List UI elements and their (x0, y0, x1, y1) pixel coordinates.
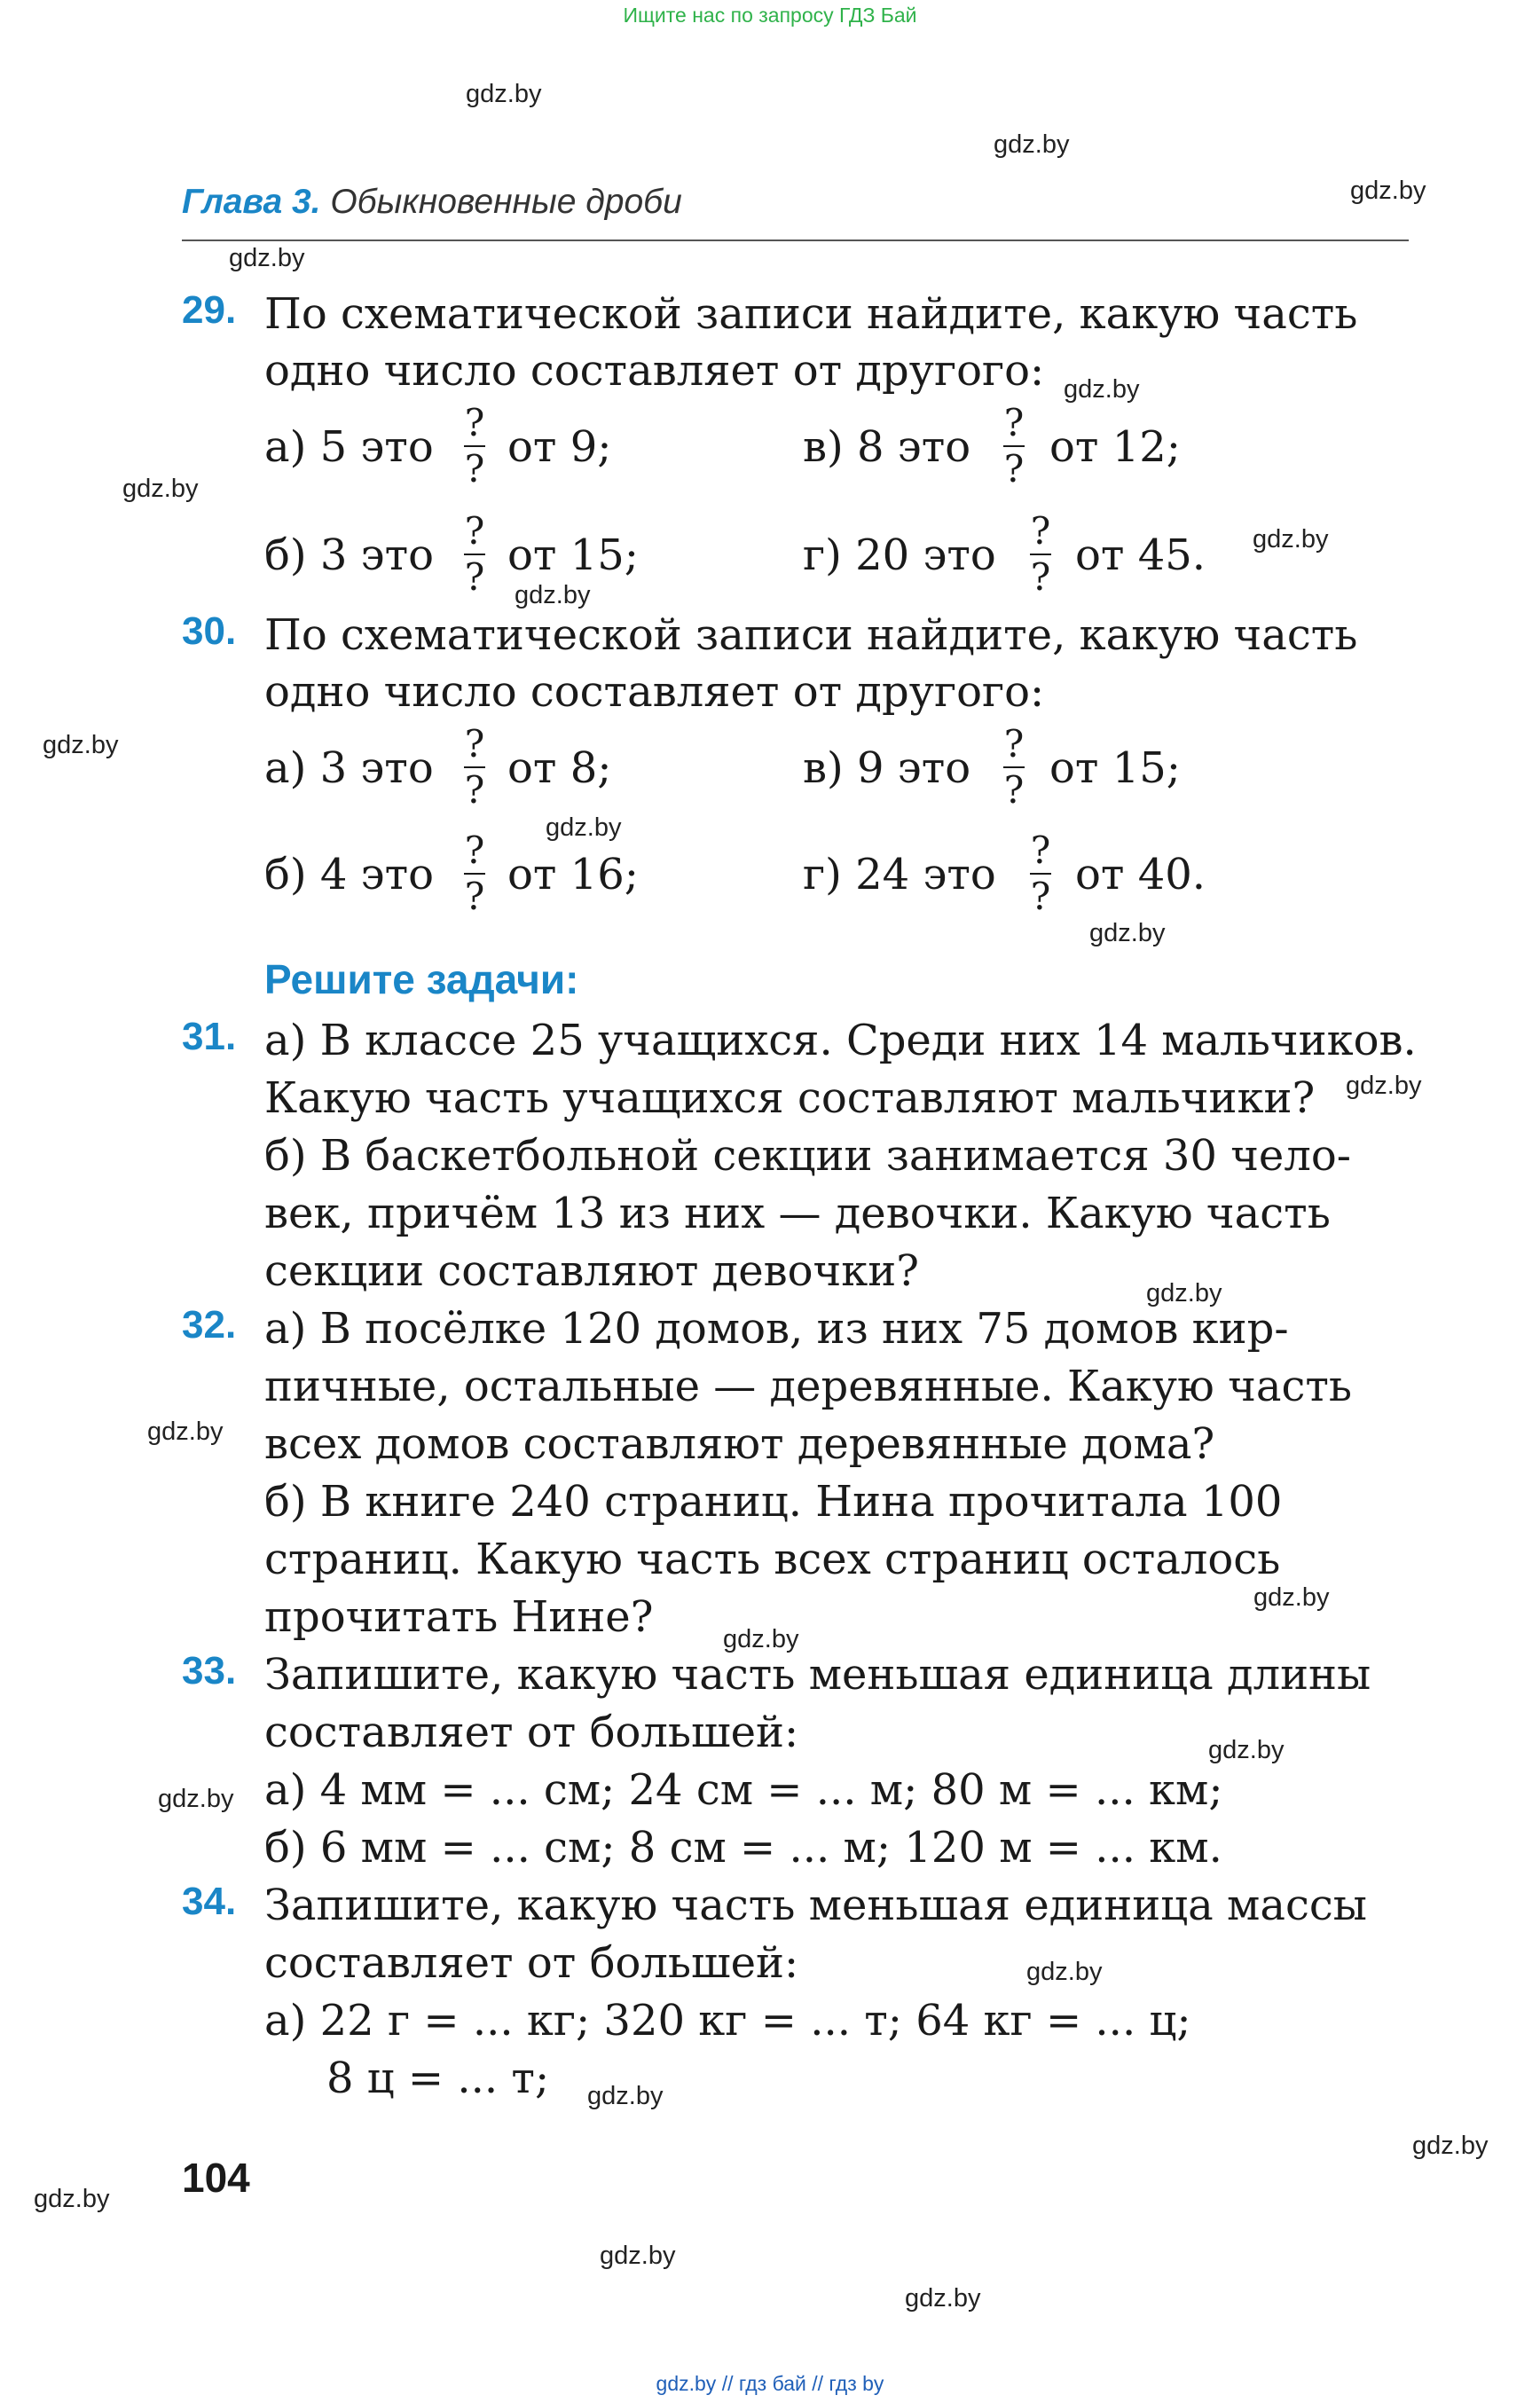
fraction-numerator: ? (1030, 509, 1051, 553)
fraction-numerator: ? (1030, 828, 1051, 872)
task-30-number: 30. (182, 609, 237, 653)
task-29-g-suffix: от 45. (1075, 530, 1206, 580)
task-30-v-suffix: от 15; (1049, 743, 1181, 793)
task-32-line-1: а) В посёлке 120 домов, из них 75 домов кир- (264, 1304, 1289, 1354)
task-29-b-prefix: б) 3 это (264, 530, 435, 580)
watermark[interactable]: gdz.by (1208, 1736, 1285, 1764)
task-31-number: 31. (182, 1015, 237, 1058)
task-29-a-fraction (461, 401, 488, 491)
task-30-g-fraction (1027, 828, 1054, 919)
task-29-a-suffix: от 9; (507, 422, 612, 472)
fraction-denominator: ? (1030, 555, 1051, 599)
fraction-denominator: ? (464, 875, 485, 918)
task-30-v-prefix: в) 9 это (803, 743, 971, 793)
task-30-a-fraction (461, 722, 488, 813)
task-29-b-suffix: от 15; (507, 530, 639, 580)
task-30-g-suffix: от 40. (1075, 850, 1206, 899)
task-33-line-3: а) 4 мм = ... см; 24 см = ... м; 80 м = ... км; (264, 1765, 1223, 1815)
task-29-g-fraction (1027, 509, 1054, 600)
task-33-line-1: Запишите, какую часть меньшая единица длины (264, 1650, 1371, 1700)
fraction-numerator: ? (1003, 722, 1025, 766)
watermark[interactable]: gdz.by (1412, 2132, 1489, 2160)
task-30-line-1: По схематической записи найдите, какую часть (264, 610, 1358, 660)
bottom-banner[interactable]: gdz.by // гдз бай // гдз by (656, 2372, 884, 2395)
watermark[interactable]: gdz.by (723, 1625, 799, 1653)
fraction-denominator: ? (464, 768, 485, 812)
watermark[interactable]: gdz.by (1346, 1072, 1422, 1100)
task-31-line-1: а) В классе 25 учащихся. Среди них 14 мальчиков. (264, 1016, 1417, 1065)
watermark[interactable]: gdz.by (43, 731, 119, 759)
task-32-number: 32. (182, 1303, 237, 1347)
fraction-numerator: ? (464, 509, 485, 553)
task-31-line-5: секции составляют девочки? (264, 1246, 919, 1296)
task-30-a-prefix: а) 3 это (264, 743, 434, 793)
chapter-title: Обыкновенные дроби (330, 183, 682, 221)
watermark[interactable]: gdz.by (515, 581, 591, 609)
task-33-line-4: б) 6 мм = ... см; 8 см = ... м; 120 м = ... км. (264, 1823, 1222, 1873)
watermark[interactable]: gdz.by (1089, 919, 1166, 947)
task-34-line-1: Запишите, какую часть меньшая единица массы (264, 1881, 1367, 1930)
task-32-line-4: б) В книге 240 страниц. Нина прочитала 100 (264, 1477, 1283, 1527)
task-29-a-prefix: а) 5 это (264, 422, 434, 472)
watermark[interactable]: gdz.by (147, 1417, 224, 1446)
watermark[interactable]: gdz.by (1253, 1583, 1330, 1612)
task-32-line-6: прочитать Нине? (264, 1592, 654, 1642)
watermark[interactable]: gdz.by (466, 80, 542, 108)
fraction-numerator: ? (464, 722, 485, 766)
task-30-a-suffix: от 8; (507, 743, 612, 793)
watermark[interactable]: gdz.by (587, 2082, 664, 2110)
header-divider (182, 240, 1409, 241)
watermark[interactable]: gdz.by (122, 475, 199, 503)
fraction-denominator: ? (464, 555, 485, 599)
chapter-header (182, 183, 682, 222)
task-30-v-fraction (1001, 722, 1027, 813)
fraction-numerator: ? (1003, 401, 1025, 444)
task-29-line-2: одно число составляет от другого: (264, 346, 1045, 396)
watermark[interactable]: gdz.by (1350, 177, 1426, 205)
watermark[interactable]: gdz.by (1253, 525, 1329, 554)
task-31-line-4: век, причём 13 из них — девочки. Какую часть (264, 1189, 1331, 1238)
chapter-label: Глава 3. (182, 183, 321, 221)
watermark[interactable]: gdz.by (600, 2242, 676, 2270)
task-34-number: 34. (182, 1880, 237, 1923)
task-30-b-suffix: от 16; (507, 850, 639, 899)
task-32-line-2: пичные, остальные — деревянные. Какую часть (264, 1362, 1353, 1411)
task-29-b-fraction (461, 509, 488, 600)
task-31-line-3: б) В баскетбольной секции занимается 30 чело- (264, 1131, 1351, 1181)
task-33-line-2: составляет от большей: (264, 1708, 799, 1757)
task-30-b-fraction (461, 828, 488, 919)
task-34-line-2: составляет от большей: (264, 1938, 799, 1988)
top-banner[interactable]: Ищите нас по запросу ГДЗ Бай (623, 4, 917, 27)
task-29-g-prefix: г) 20 это (803, 530, 996, 580)
task-32-line-5: страниц. Какую часть всех страниц осталось (264, 1535, 1281, 1584)
task-29-v-fraction (1001, 401, 1027, 491)
task-32-line-3: всех домов составляют деревянные дома? (264, 1419, 1215, 1469)
task-30-g-prefix: г) 24 это (803, 850, 996, 899)
fraction-denominator: ? (1003, 768, 1025, 812)
task-29-v-suffix: от 12; (1049, 422, 1181, 472)
watermark[interactable]: gdz.by (34, 2185, 110, 2213)
fraction-numerator: ? (464, 401, 485, 444)
fraction-denominator: ? (1030, 875, 1051, 918)
task-29-number: 29. (182, 288, 237, 332)
watermark[interactable]: gdz.by (229, 244, 305, 272)
page-number: 104 (182, 2155, 250, 2201)
watermark[interactable]: gdz.by (1026, 1958, 1103, 1986)
watermark[interactable]: gdz.by (905, 2284, 981, 2313)
task-29-v-prefix: в) 8 это (803, 422, 971, 472)
task-30-b-prefix: б) 4 это (264, 850, 435, 899)
task-29-line-1: По схематической записи найдите, какую часть (264, 289, 1358, 339)
watermark[interactable]: gdz.by (1064, 375, 1140, 404)
task-33-number: 33. (182, 1649, 237, 1692)
watermark[interactable]: gdz.by (1146, 1279, 1222, 1308)
watermark[interactable]: gdz.by (994, 130, 1070, 159)
task-30-line-2: одно число составляет от другого: (264, 667, 1045, 717)
task-31-line-2: Какую часть учащихся составляют мальчики? (264, 1073, 1316, 1123)
fraction-numerator: ? (464, 828, 485, 872)
section-heading: Решите задачи: (264, 956, 579, 1002)
task-34-line-3: а) 22 г = ... кг; 320 кг = ... т; 64 кг = ... ц; (264, 1996, 1191, 2046)
fraction-denominator: ? (1003, 447, 1025, 491)
watermark[interactable]: gdz.by (158, 1785, 234, 1813)
task-34-line-4: 8 ц = ... т; (326, 2054, 550, 2103)
watermark[interactable]: gdz.by (546, 813, 622, 842)
fraction-denominator: ? (464, 447, 485, 491)
